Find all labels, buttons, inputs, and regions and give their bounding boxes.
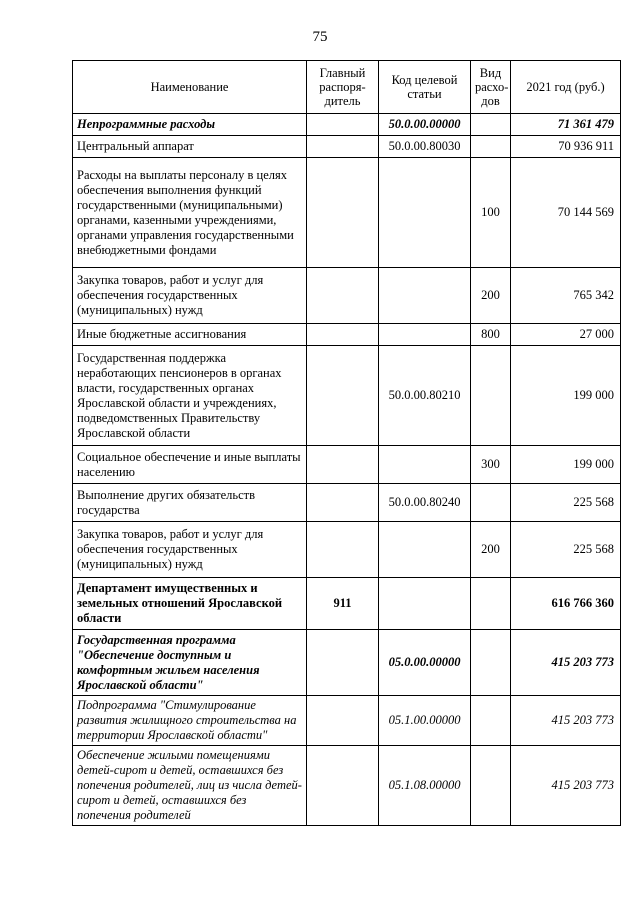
cell-manager <box>307 484 379 522</box>
cell-manager <box>307 158 379 268</box>
cell-kind: 200 <box>471 522 511 578</box>
table-row <box>73 446 621 484</box>
cell-code: 50.0.00.80210 <box>379 346 471 446</box>
table-row <box>73 268 621 324</box>
cell-name: Закупка товаров, работ и услуг для обеспечения государственных (муниципальных) нужд <box>73 522 307 578</box>
cell-kind <box>471 696 511 746</box>
cell-manager <box>307 446 379 484</box>
budget-table <box>72 60 621 826</box>
table-header-row <box>73 61 621 114</box>
cell-manager <box>307 324 379 346</box>
table-row <box>73 136 621 158</box>
cell-kind: 300 <box>471 446 511 484</box>
cell-amount: 225 568 <box>511 484 621 522</box>
cell-amount: 199 000 <box>511 446 621 484</box>
cell-manager <box>307 696 379 746</box>
table-row <box>73 114 621 136</box>
cell-manager: 911 <box>307 578 379 630</box>
cell-code: 50.0.00.80240 <box>379 484 471 522</box>
cell-manager <box>307 630 379 696</box>
cell-code: 05.0.00.00000 <box>379 630 471 696</box>
header-manager: Главный распоря-дитель <box>307 61 379 114</box>
cell-amount: 415 203 773 <box>511 630 621 696</box>
cell-kind: 800 <box>471 324 511 346</box>
table-row <box>73 484 621 522</box>
cell-kind <box>471 136 511 158</box>
cell-kind: 200 <box>471 268 511 324</box>
cell-amount: 70 936 911 <box>511 136 621 158</box>
cell-code <box>379 446 471 484</box>
cell-manager <box>307 522 379 578</box>
cell-name: Департамент имущественных и земельных отношений Ярославской области <box>73 578 307 630</box>
header-amount: 2021 год (руб.) <box>511 61 621 114</box>
cell-amount: 70 144 569 <box>511 158 621 268</box>
cell-manager <box>307 136 379 158</box>
cell-amount: 415 203 773 <box>511 696 621 746</box>
cell-amount: 27 000 <box>511 324 621 346</box>
table-row <box>73 346 621 446</box>
cell-amount: 616 766 360 <box>511 578 621 630</box>
cell-name: Расходы на выплаты персоналу в целях обеспечения выполнения функций государственными (муниципальными) органами, казенными учреждениями, органами управления государственными внебюджетными фондами <box>73 158 307 268</box>
cell-name: Иные бюджетные ассигнования <box>73 324 307 346</box>
cell-manager <box>307 346 379 446</box>
cell-kind: 100 <box>471 158 511 268</box>
table-row <box>73 324 621 346</box>
cell-amount: 71 361 479 <box>511 114 621 136</box>
cell-name: Выполнение других обязательств государства <box>73 484 307 522</box>
cell-amount: 765 342 <box>511 268 621 324</box>
table-row <box>73 158 621 268</box>
table-row <box>73 746 621 826</box>
cell-kind <box>471 346 511 446</box>
cell-manager <box>307 114 379 136</box>
cell-code <box>379 522 471 578</box>
cell-name: Государственная программа "Обеспечение доступным и комфортным жильем населения Ярославской области" <box>73 630 307 696</box>
cell-amount: 199 000 <box>511 346 621 446</box>
cell-code <box>379 324 471 346</box>
cell-name: Непрограммные расходы <box>73 114 307 136</box>
header-kind: Вид расхо-дов <box>471 61 511 114</box>
cell-name: Обеспечение жилыми помещениями детей-сирот и детей, оставшихся без попечения родителей, лиц из числа детей-сирот и детей, оставшихся без попечения родителей <box>73 746 307 826</box>
cell-code <box>379 578 471 630</box>
cell-amount: 415 203 773 <box>511 746 621 826</box>
cell-code <box>379 268 471 324</box>
cell-name: Центральный аппарат <box>73 136 307 158</box>
page-number: 75 <box>312 29 328 45</box>
header-code: Код целевой статьи <box>379 61 471 114</box>
cell-code: 50.0.00.80030 <box>379 136 471 158</box>
cell-code: 05.1.08.00000 <box>379 746 471 826</box>
cell-manager <box>307 268 379 324</box>
cell-name: Подпрограмма "Стимулирование развития жилищного строительства на территории Ярославской области" <box>73 696 307 746</box>
cell-kind <box>471 746 511 826</box>
cell-manager <box>307 746 379 826</box>
cell-kind <box>471 114 511 136</box>
header-name: Наименование <box>73 61 307 114</box>
cell-kind <box>471 630 511 696</box>
cell-name: Закупка товаров, работ и услуг для обеспечения государственных (муниципальных) нужд <box>73 268 307 324</box>
table-row <box>73 522 621 578</box>
cell-name: Государственная поддержка неработающих пенсионеров в органах власти, государственных органах Ярославской области и учреждениях, подведомственных Правительству Ярославской области <box>73 346 307 446</box>
table-row <box>73 630 621 696</box>
cell-code: 50.0.00.00000 <box>379 114 471 136</box>
cell-amount: 225 568 <box>511 522 621 578</box>
cell-code: 05.1.00.00000 <box>379 696 471 746</box>
cell-kind <box>471 578 511 630</box>
table-row <box>73 578 621 630</box>
table-row <box>73 696 621 746</box>
cell-code <box>379 158 471 268</box>
cell-kind <box>471 484 511 522</box>
cell-name: Социальное обеспечение и иные выплаты населению <box>73 446 307 484</box>
